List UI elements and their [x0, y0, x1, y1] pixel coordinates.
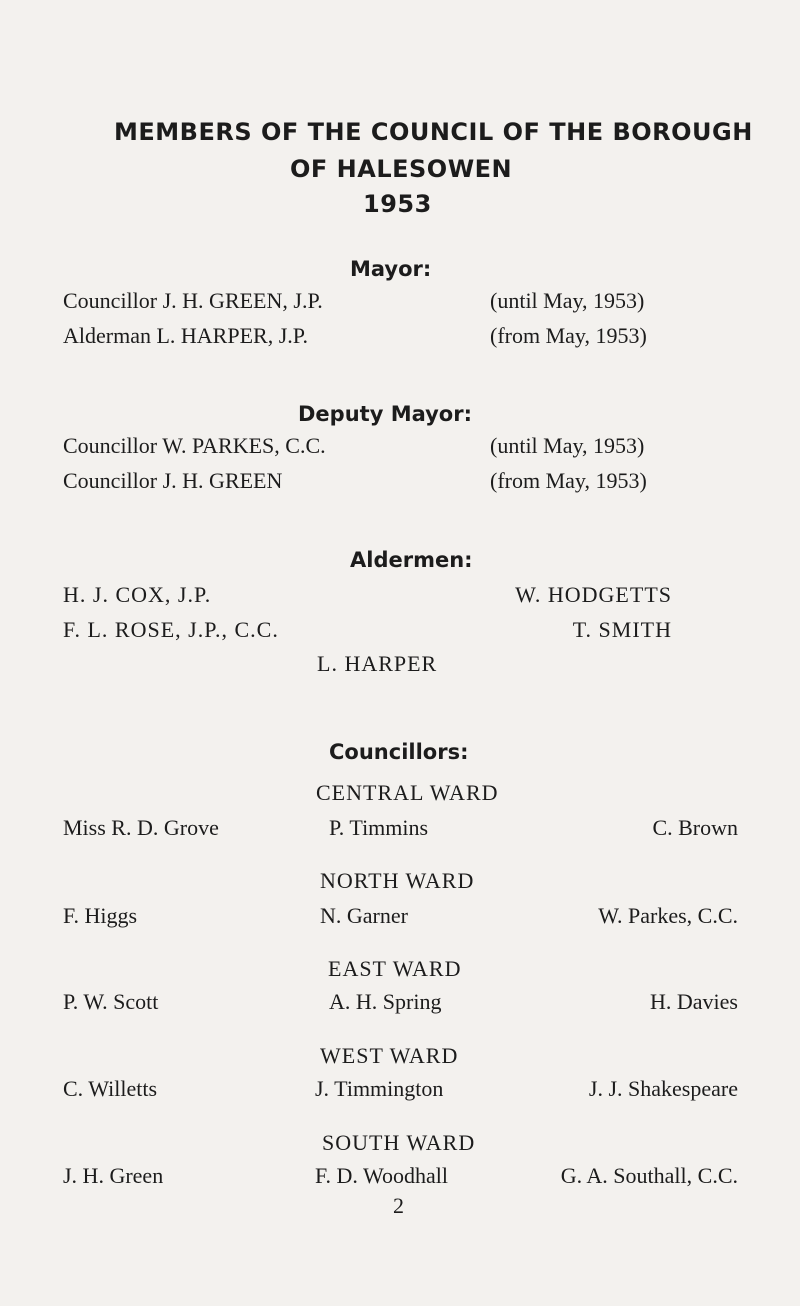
deputy-mayor-term-2: (from May, 1953)	[490, 468, 647, 493]
ward-name-north: NORTH WARD	[320, 868, 475, 893]
councillor-central-2: P. Timmins	[329, 815, 429, 840]
page-number: 2	[393, 1193, 404, 1218]
deputy-mayor-term-1: (until May, 1953)	[490, 433, 645, 458]
councillor-west-1: C. Willetts	[63, 1076, 158, 1101]
mayor-heading: Mayor:	[350, 257, 432, 281]
alderman-right-1: W. HODGETTS	[515, 582, 672, 607]
councillor-north-2: N. Garner	[320, 903, 408, 928]
mayor-name-1: Councillor J. H. GREEN, J.P.	[63, 288, 323, 313]
councillors-heading: Councillors:	[329, 740, 469, 764]
deputy-mayor-heading: Deputy Mayor:	[298, 402, 472, 426]
aldermen-heading: Aldermen:	[350, 548, 473, 572]
alderman-left-1: H. J. COX, J.P.	[63, 582, 212, 607]
ward-name-west: WEST WARD	[320, 1043, 459, 1068]
alderman-left-2: F. L. ROSE, J.P., C.C.	[63, 617, 279, 642]
deputy-mayor-name-1: Councillor W. PARKES, C.C.	[63, 433, 326, 458]
ward-name-south: SOUTH WARD	[322, 1130, 476, 1155]
councillor-west-2: J. Timmington	[315, 1076, 444, 1101]
councillor-south-2: F. D. Woodhall	[315, 1163, 448, 1188]
councillor-south-1: J. H. Green	[63, 1163, 164, 1188]
document-title-line-1: MEMBERS OF THE COUNCIL OF THE BOROUGH	[114, 118, 753, 146]
councillor-central-1: Miss R. D. Grove	[63, 815, 219, 840]
councillor-west-3: J. J. Shakespeare	[588, 1076, 738, 1101]
alderman-right-2: T. SMITH	[572, 617, 672, 642]
ward-name-central: CENTRAL WARD	[316, 780, 499, 805]
councillor-north-3: W. Parkes, C.C.	[598, 903, 738, 928]
mayor-term-1: (until May, 1953)	[490, 288, 645, 313]
mayor-term-2: (from May, 1953)	[490, 323, 647, 348]
alderman-center: L. HARPER	[317, 651, 438, 676]
councillor-east-1: P. W. Scott	[63, 989, 159, 1014]
councillor-south-3: G. A. Southall, C.C.	[560, 1163, 738, 1188]
ward-name-east: EAST WARD	[328, 956, 462, 981]
document-year: 1953	[363, 190, 432, 218]
councillor-central-3: C. Brown	[652, 815, 738, 840]
document-title-line-2: OF HALESOWEN	[290, 155, 513, 183]
councillor-east-3: H. Davies	[650, 989, 738, 1014]
mayor-name-2: Alderman L. HARPER, J.P.	[63, 323, 309, 348]
deputy-mayor-name-2: Councillor J. H. GREEN	[63, 468, 283, 493]
councillor-east-2: A. H. Spring	[329, 989, 442, 1014]
councillor-north-1: F. Higgs	[63, 903, 138, 928]
